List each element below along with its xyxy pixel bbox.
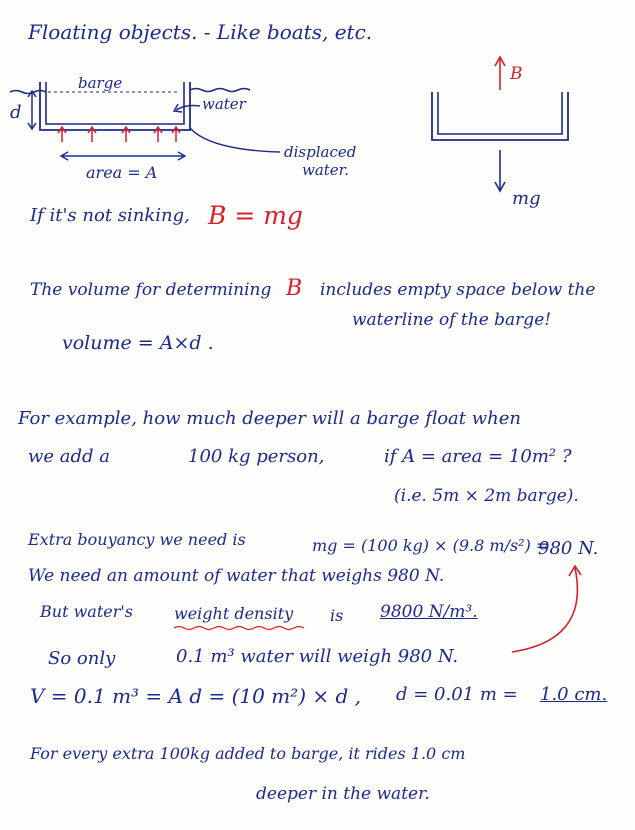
weight-force-label: mg (512, 188, 541, 209)
calc-line3a: But water's (40, 602, 133, 621)
displaced-label: displaced (284, 143, 357, 161)
area-label: area = A (86, 163, 158, 182)
volume-note-line1a: The volume for determining (30, 280, 272, 300)
conclusion-line1: For every extra 100kg added to barge, it rides 1.0 cm (30, 744, 466, 763)
example-line2c: if A = area = 10m² ? (384, 446, 572, 467)
calc-line5b: d = 0.01 m = (396, 684, 518, 705)
page-title: Floating objects. - Like boats, etc. (28, 20, 373, 44)
volume-note-line1b: includes empty space below the (320, 280, 596, 300)
volume-note-B: B (286, 276, 303, 301)
not-sinking-text: If it's not sinking, (30, 205, 190, 226)
calc-result: 1.0 cm. (540, 684, 608, 705)
calc-line4b: 0.1 m³ water will weigh 980 N. (176, 646, 459, 667)
buoyancy-force-label: B (510, 64, 523, 84)
calc-line5a: V = 0.1 m³ = A d = (10 m²) × d , (30, 684, 361, 708)
example-line3: (i.e. 5m × 2m barge). (394, 486, 579, 506)
calc-line1c: 980 N. (538, 538, 599, 559)
calc-line1b: mg = (100 kg) × (9.8 m/s²) = (312, 536, 550, 555)
calc-line3b: weight density (174, 604, 294, 623)
example-line1: For example, how much deeper will a barge float when (18, 408, 521, 429)
calc-line1a: Extra bouyancy we need is (28, 530, 246, 549)
volume-formula: volume = A×d . (62, 332, 214, 354)
depth-label: d (10, 102, 22, 123)
example-line2b: 100 kg person, (188, 446, 325, 467)
barge-label: barge (78, 74, 123, 92)
calc-line4a: So only (48, 648, 116, 669)
conclusion-line2: deeper in the water. (256, 784, 430, 804)
example-line2a: we add a (28, 446, 111, 467)
displaced-label-2: water. (302, 161, 349, 179)
equilibrium-equation: B = mg (208, 201, 303, 230)
calc-line3d: 9800 N/m³. (380, 602, 478, 622)
water-label: water (202, 95, 246, 113)
volume-note-line2: waterline of the barge! (352, 310, 552, 330)
calc-line3c: is (330, 606, 344, 625)
calc-line2: We need an amount of water that weighs 980 N. (28, 566, 445, 586)
